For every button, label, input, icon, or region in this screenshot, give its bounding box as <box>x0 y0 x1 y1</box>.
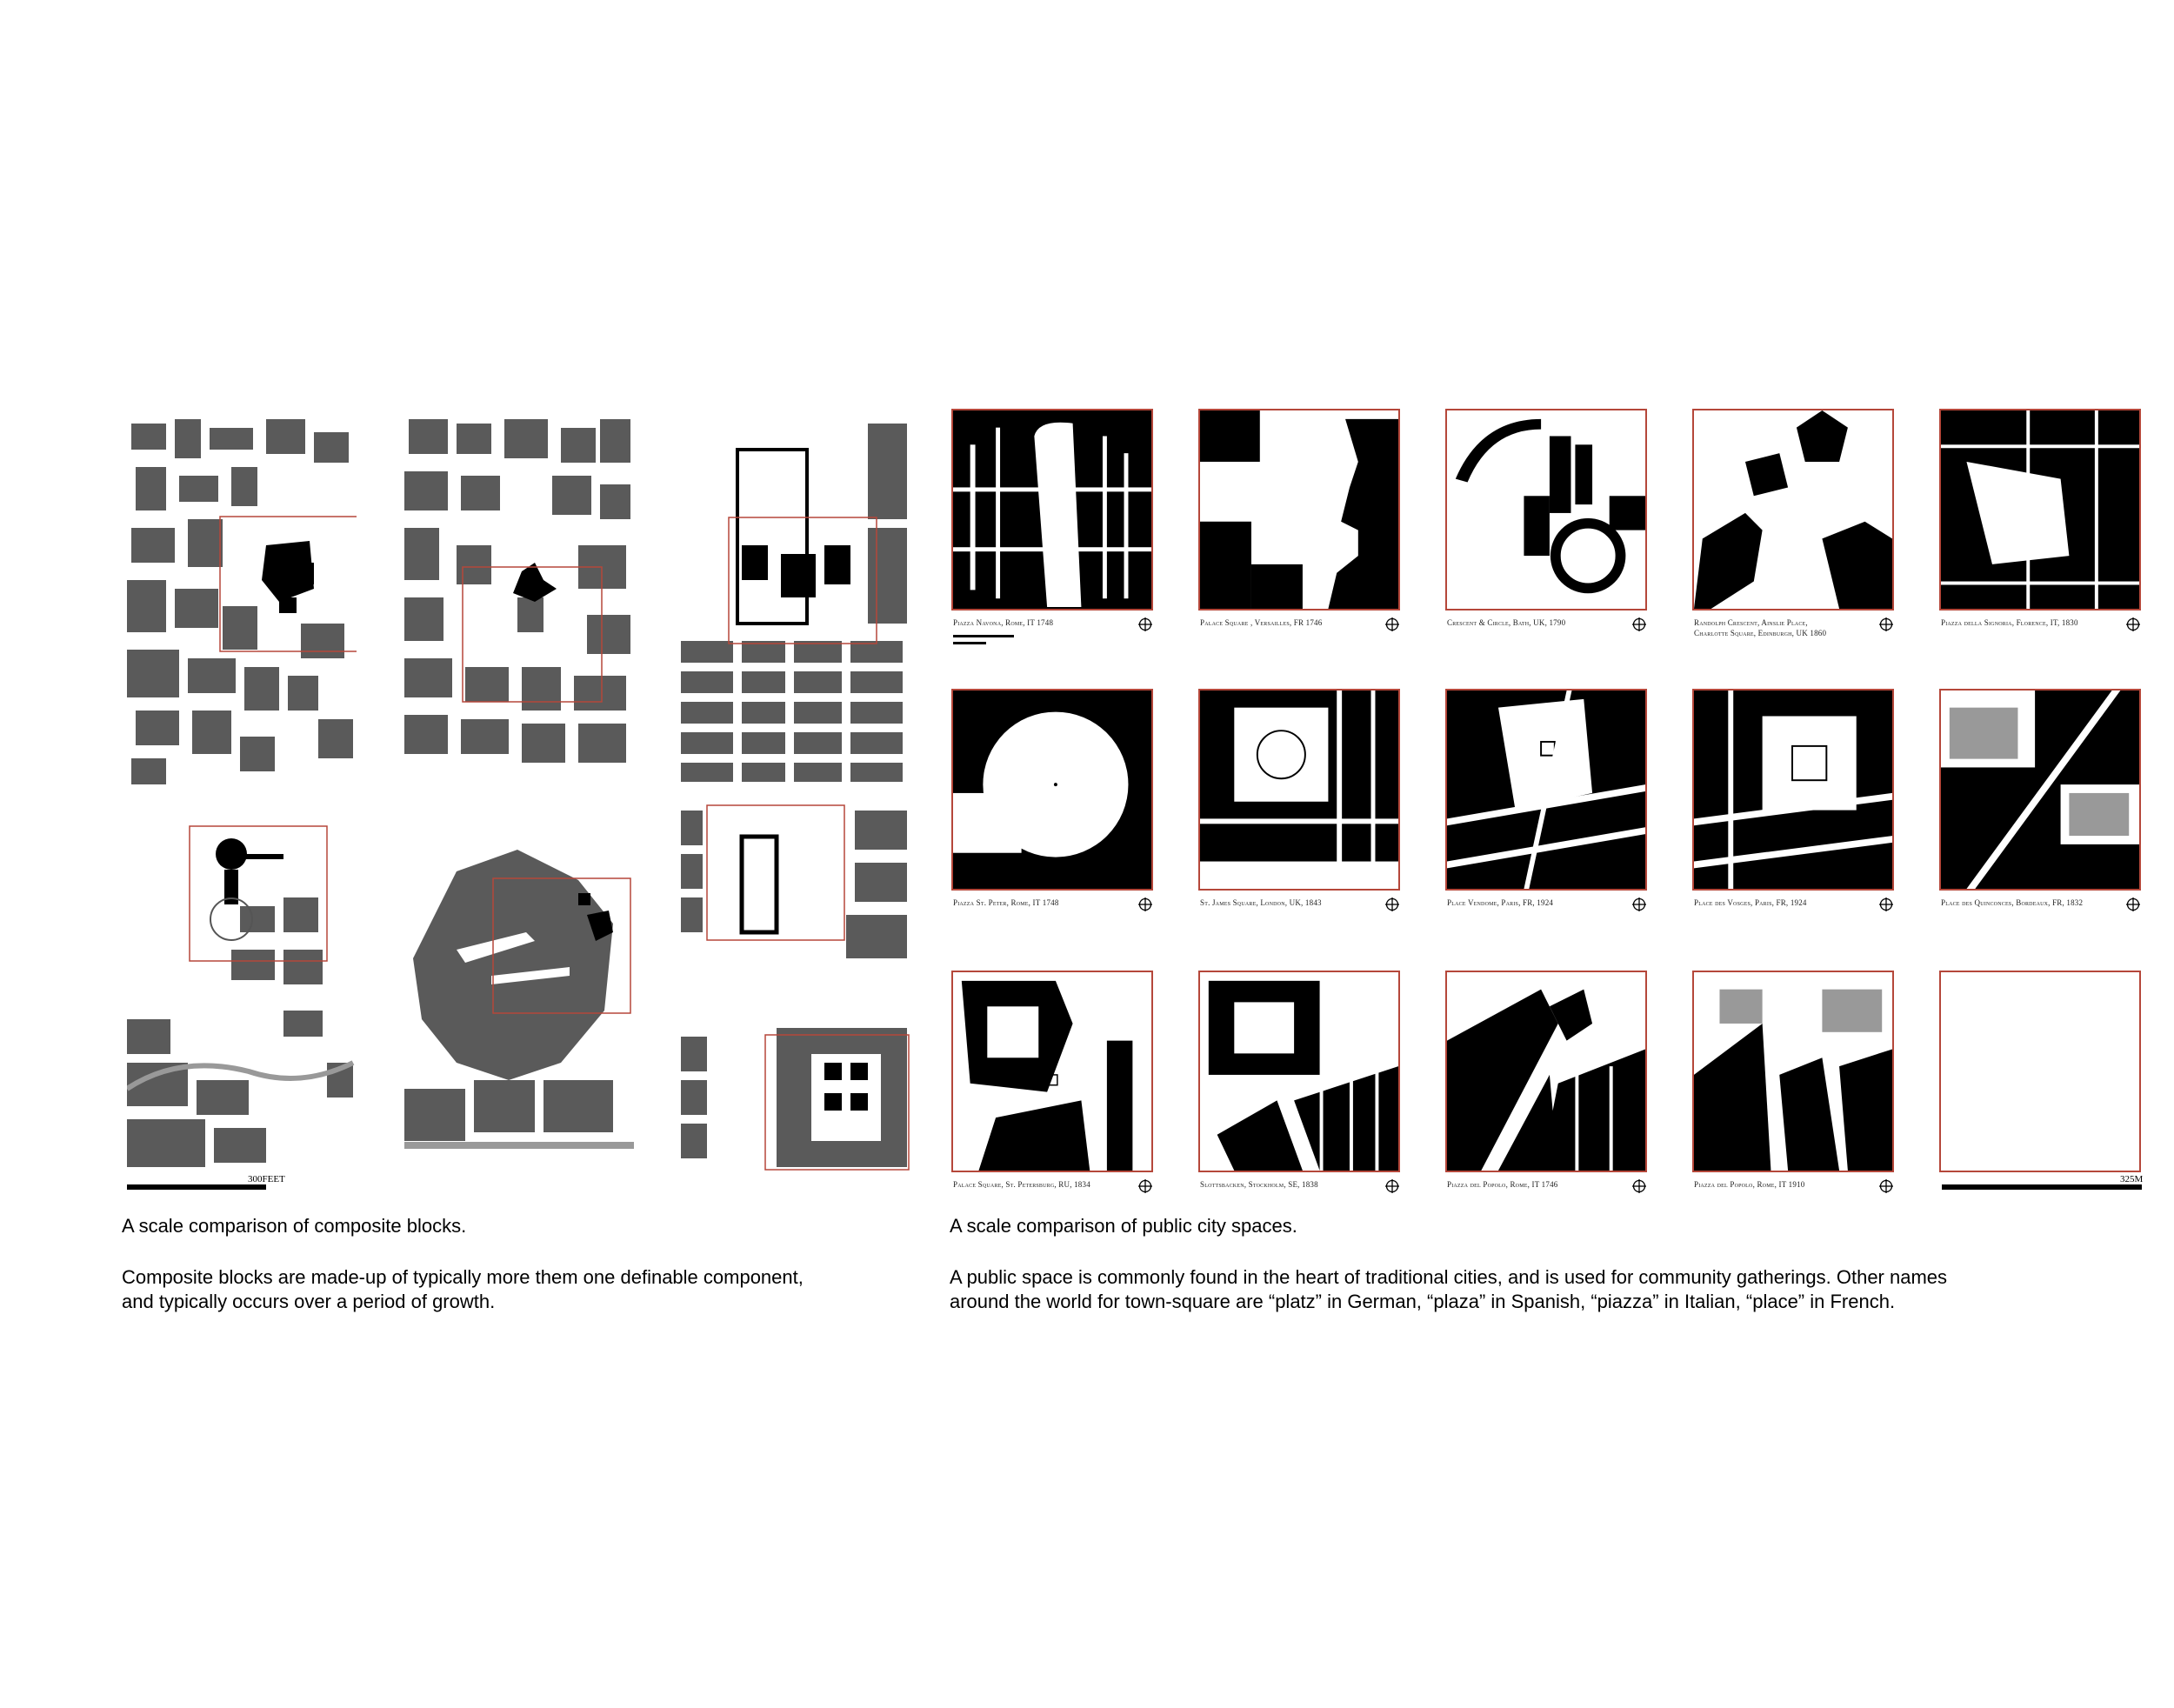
north-arrow-icon <box>1632 897 1646 911</box>
left-scale-label: 300FEET <box>248 1174 285 1184</box>
north-arrow-icon <box>1879 1179 1893 1193</box>
north-arrow-icon <box>1385 617 1399 631</box>
right-caption-title: A scale comparison of public city spaces. <box>950 1215 1297 1237</box>
public-space-caption: Piazza Navona, Rome, IT 1748 <box>953 618 1054 627</box>
public-space-caption: Palace Square, St. Petersburg, RU, 1834 <box>953 1180 1090 1189</box>
right-caption-body-2: around the world for town-square are “platz” in German, “plaza” in Spanish, “piazza” in Italian, “place” in French. <box>950 1291 1896 1312</box>
public-space-caption: Piazza del Popolo, Rome, IT 1746 <box>1447 1180 1558 1189</box>
north-arrow-icon <box>1879 617 1893 631</box>
north-arrow-icon <box>1632 1179 1646 1193</box>
public-space-caption: Crescent & Circle, Bath, UK, 1790 <box>1447 618 1566 627</box>
composite-map-1 <box>127 415 357 785</box>
north-arrow-icon <box>2126 897 2140 911</box>
public-space-caption: Place des Vosges, Paris, FR, 1924 <box>1694 898 1807 907</box>
north-arrow-icon <box>1138 1179 1152 1193</box>
right-scale-bar <box>1942 1184 2142 1190</box>
public-space-map <box>1198 409 1400 610</box>
public-space-caption: Palace Square , Versailles, FR 1746 <box>1200 618 1323 627</box>
public-space-map <box>1692 971 1894 1172</box>
tile-scale-indicator <box>953 635 1014 647</box>
public-space-map <box>1939 689 2141 891</box>
composite-map-4 <box>127 802 357 1172</box>
public-space-caption: Piazza della Signoria, Florence, IT, 1830 <box>1941 618 2078 627</box>
public-space-caption: Slottsbacken, Stockholm, SE, 1838 <box>1200 1180 1318 1189</box>
public-space-caption: Piazza St. Peter, Rome, IT 1748 <box>953 898 1059 907</box>
north-arrow-icon <box>1632 617 1646 631</box>
public-space-caption: Randolph Crescent, Ainslie Place, <box>1694 618 1808 627</box>
left-caption-body-1: Composite blocks are made-up of typically more them one definable component, <box>122 1266 804 1288</box>
north-arrow-icon <box>1385 897 1399 911</box>
public-space-map <box>1692 689 1894 891</box>
public-space-map <box>1445 689 1647 891</box>
public-space-map <box>1692 409 1894 610</box>
north-arrow-icon <box>1138 617 1152 631</box>
composite-map-6 <box>681 802 910 1172</box>
public-space-map <box>1445 971 1647 1172</box>
public-space-map <box>1939 409 2141 610</box>
north-arrow-icon <box>2126 617 2140 631</box>
right-caption-body-1: A public space is commonly found in the heart of traditional cities, and is used for community gatherings. Other names <box>950 1266 1948 1288</box>
public-space-caption: Place Vendome, Paris, FR, 1924 <box>1447 898 1554 907</box>
composite-map-3 <box>681 415 910 785</box>
north-arrow-icon <box>1138 897 1152 911</box>
public-space-caption: Piazza del Popolo, Rome, IT 1910 <box>1694 1180 1805 1189</box>
public-space-map <box>951 409 1153 610</box>
north-arrow-icon <box>1879 897 1893 911</box>
public-space-map <box>1198 689 1400 891</box>
right-scale-label: 325M <box>2120 1174 2144 1184</box>
public-space-map <box>1939 971 2141 1172</box>
public-space-map <box>1445 409 1647 610</box>
left-caption-title: A scale comparison of composite blocks. <box>122 1215 467 1237</box>
left-caption-body-2: and typically occurs over a period of growth. <box>122 1291 496 1312</box>
left-scale-bar <box>127 1184 266 1190</box>
north-arrow-icon <box>1385 1179 1399 1193</box>
public-space-caption-line2: Charlotte Square, Edinburgh, UK 1860 <box>1694 629 1827 637</box>
composite-map-2 <box>404 415 634 785</box>
public-space-caption: Place des Quinconces, Bordeaux, FR, 1832 <box>1941 898 2084 907</box>
public-space-map <box>951 971 1153 1172</box>
public-space-map <box>1198 971 1400 1172</box>
composite-map-5 <box>404 802 634 1172</box>
public-space-caption: St. James Square, London, UK, 1843 <box>1200 898 1322 907</box>
public-space-map <box>951 689 1153 891</box>
